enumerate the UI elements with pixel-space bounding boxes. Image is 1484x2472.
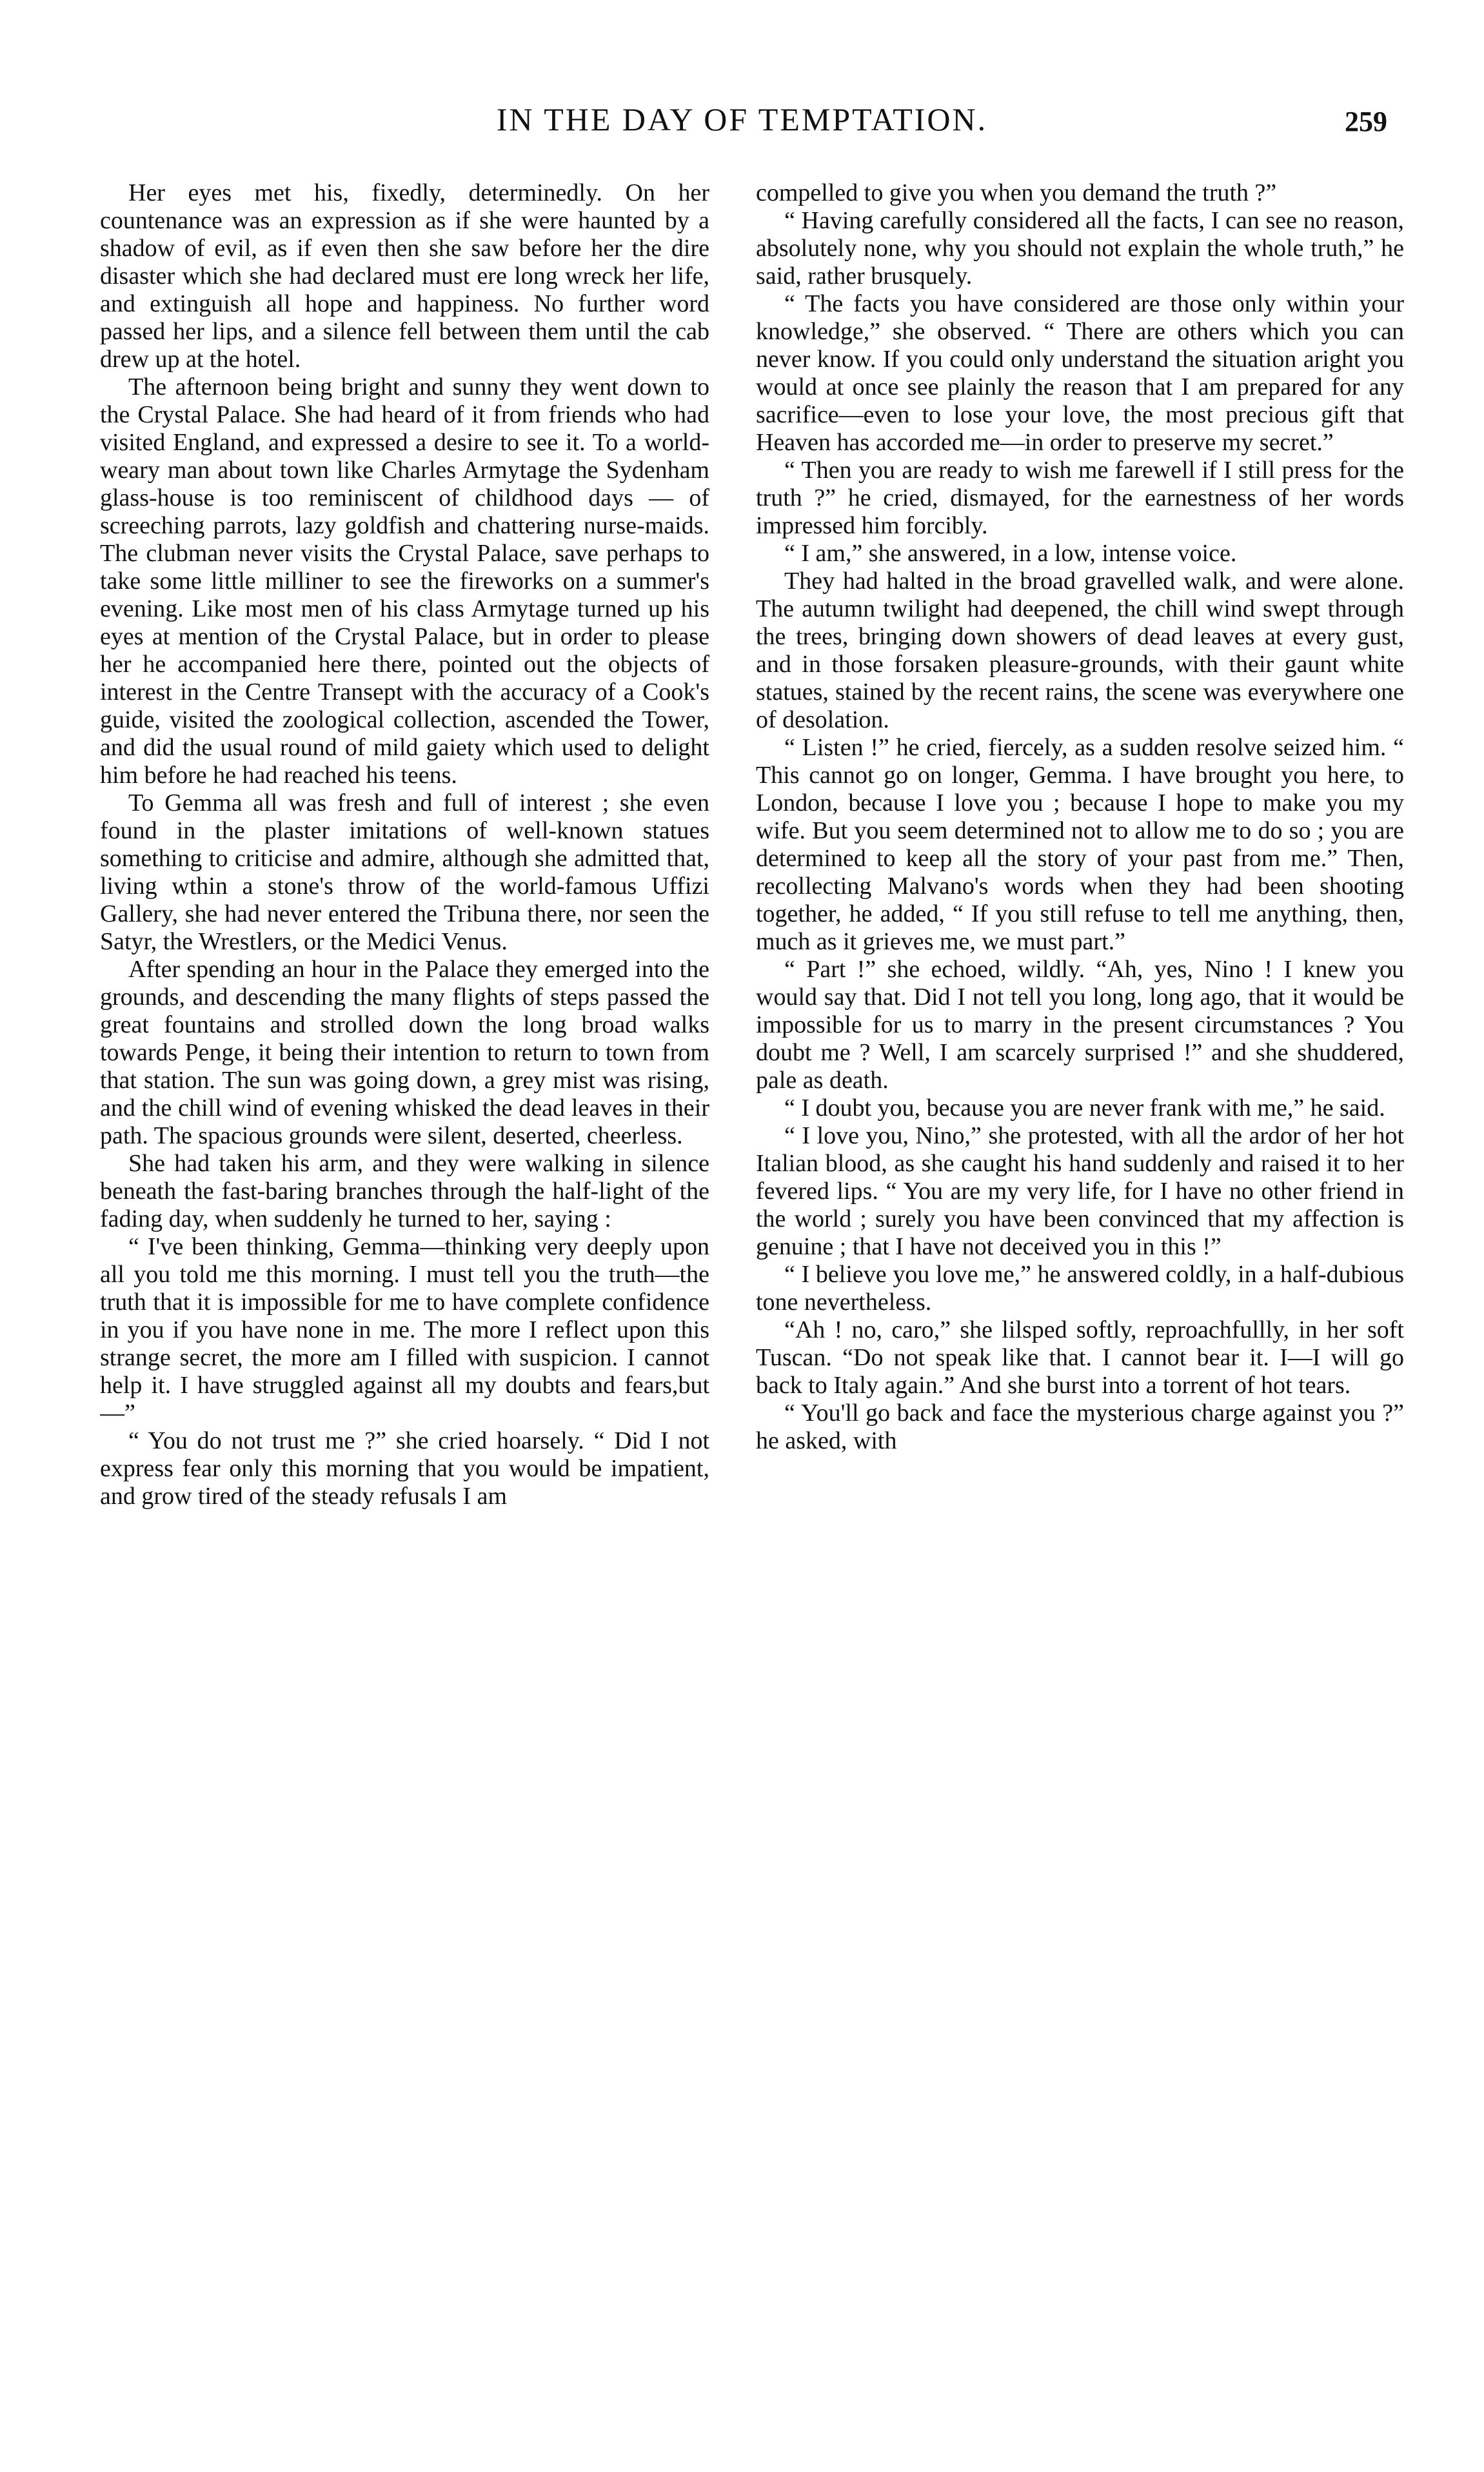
paragraph: After spending an hour in the Palace they emerged into the grounds, and descending the many flights of steps passed the great fountains and strolled down the long broad walks towards Penge, it being their intention to return to town from that station. The sun was going down, a grey mist was rising, and the chill wind of evening whisked the dead leaves in their path. The spacious grounds were silent, deserted, cheerless. [100,956,709,1149]
right-column [756,179,1404,2346]
paragraph-continuation: compelled to give you when you demand the truth ?” [756,179,1277,206]
paragraph: “ Then you are ready to wish me farewell if I still press for the truth ?” he cried, dismayed, for the earnestness of her words impressed him forcibly. [756,457,1404,539]
paragraph: “ I believe you love me,” he answered coldly, in a half-dubious tone nevertheless. [756,1261,1404,1316]
paragraph: “ Listen !” he cried, fiercely, as a sudden resolve seized him. “ This cannot go on longer, Gemma. I have brought you here, to London, because I love you ; because I hope to make you my wife. But you seem determined not to allow me to do so ; you are determined to keep all the story of your past from me.” Then, recollecting Malvano's words when they had been shooting together, he added, “ If you still refuse to tell me anything, then, much as it grieves me, we must part.” [756,734,1404,955]
paragraph: Her eyes met his, fixedly, determinedly. On her countenance was an expression as if she were haunted by a shadow of evil, as if even then she saw before her the dire disaster which she had declared must ere long wreck her life, and extinguish all hope and happiness. No further word passed her lips, and a silence fell between them until the cab drew up at the hotel. [100,179,709,373]
paragraph: “ You'll go back and face the mysterious charge against you ?” he asked, with [756,1399,1404,1454]
paragraph: “Ah ! no, caro,” she lilsped softly, reproachfullly, in her soft Tuscan. “Do not speak like that. I cannot bear it. I—I will go back to Italy again.” And she burst into a torrent of hot tears. [756,1316,1404,1399]
left-column [100,179,709,2346]
paragraph: She had taken his arm, and they were walking in silence beneath the fast-baring branches through the half-light of the fading day, when suddenly he turned to her, saying : [100,1150,709,1232]
paragraph: “ The facts you have considered are those only within your knowledge,” she observed. “ There are others which you can never know. If you could only understand the situation aright you would at once see plainly the reason that I am prepared for any sacrifice—even to lose your love, the most precious gift that Heaven has accorded me—in order to preserve my secret.” [756,290,1404,456]
paragraph: “ I've been thinking, Gemma—thinking very deeply upon all you told me this morning. I must tell you the truth—the truth that it is impossible for me to have complete confidence in you if you have none in me. The more I reflect upon this strange secret, the more am I filled with suspicion. I cannot help it. I have struggled against all my doubts and fears,but—” [100,1233,709,1427]
paragraph: “ Part !” she echoed, wildly. “Ah, yes, Nino ! I knew you would say that. Did I not tell you long, long ago, that it would be impossible for us to marry in the present circumstances ? You doubt me ? Well, I am scarcely surprised !” and she shuddered, pale as death. [756,956,1404,1094]
paragraph: “ I am,” she answered, in a low, intense voice. [784,540,1237,567]
paragraph: They had halted in the broad gravelled walk, and were alone. The autumn twilight had deepened, the chill wind swept through the trees, bringing down showers of dead leaves at every gust, and in those forsaken pleasure-grounds, with their gaunt white statues, stained by the recent rains, the scene was everywhere one of desolation. [756,568,1404,733]
paragraph: “ Having carefully considered all the facts, I can see no reason, absolutely none, why you should not explain the whole truth,” he said, rather brusquely. [756,207,1404,290]
page-number: 259 [1345,106,1387,137]
paragraph: “ You do not trust me ?” she cried hoarsely. “ Did I not express fear only this morning that you would be impatient, and grow tired of the steady refusals I am [100,1427,709,1510]
paragraph: “ I love you, Nino,” she protested, with all the ardor of her hot Italian blood, as she caught his hand suddenly and raised it to her fevered lips. “ You are my very life, for I have no other friend in the world ; surely you have been convinced that my affection is genuine ; that I have not deceived you in this !” [756,1122,1404,1260]
paragraph: The afternoon being bright and sunny they went down to the Crystal Palace. She had heard of it from friends who had visited England, and expressed a desire to see it. To a world-weary man about town like Charles Armytage the Sydenham glass-house is too reminiscent of childhood days — of screeching parrots, lazy goldfish and chattering nurse-maids. The clubman never visits the Crystal Palace, save perhaps to take some little milliner to see the fireworks on a summer's evening. Like most men of his class Armytage turned up his eyes at mention of the Crystal Palace, but in order to please her he accompanied here there, pointed out the objects of interest in the Centre Transept with the accuracy of a Cook's guide, visited the zoological collection, ascended the Tower, and did the usual round of mild gaiety which used to delight him before he had reached his teens. [100,373,709,789]
paragraph: “ I doubt you, because you are never frank with me,” he said. [784,1094,1385,1122]
paragraph: To Gemma all was fresh and full of interest ; she even found in the plaster imitations of well-known statues something to criticise and admire, although she admitted that, living wthin a stone's throw of the world-famous Uffizi Gallery, she had never entered the Tribuna there, nor seen the Satyr, the Wrestlers, or the Medici Venus. [100,789,709,955]
running-title: IN THE DAY OF TEMPTATION. [496,101,988,137]
page-header [0,97,1484,142]
